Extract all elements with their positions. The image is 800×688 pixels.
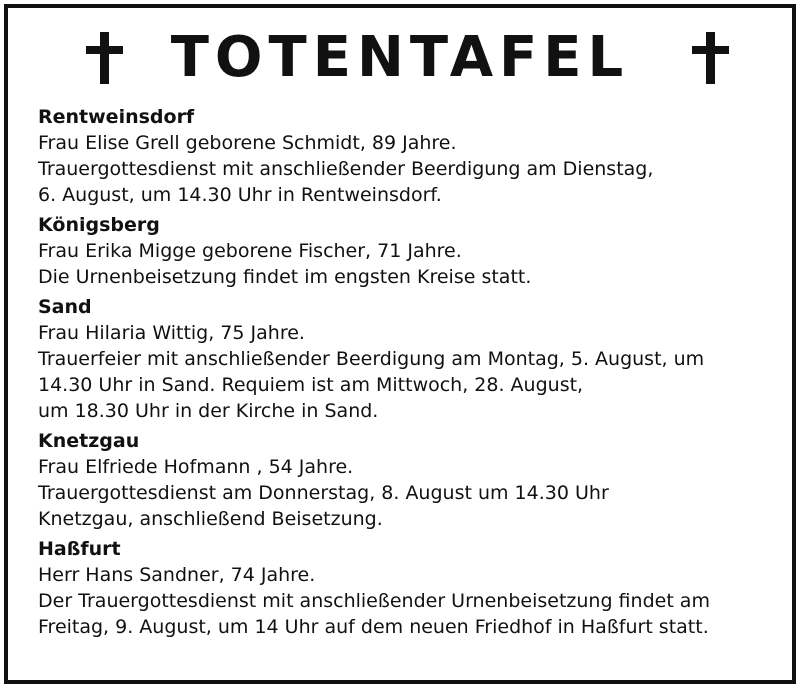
entry-line: Frau Elfriede Hofmann , 54 Jahre. [38, 456, 354, 478]
entry-rentweinsdorf [38, 104, 790, 208]
entry-line: Die Urnenbeisetzung findet im engsten Kreise statt. [38, 266, 532, 288]
entry-line: Frau Elise Grell geborene Schmidt, 89 Jahre. [38, 132, 457, 154]
entry-line: Frau Hilaria Wittig, 75 Jahre. [38, 322, 305, 344]
entry-hassfurt [38, 536, 790, 640]
header [8, 25, 792, 100]
entry-line: 14.30 Uhr in Sand. Requiem ist am Mittwoch, 28. August, [38, 374, 584, 396]
entry-line: Trauerfeier mit anschließender Beerdigung am Montag, 5. August, um [38, 348, 705, 370]
cross-icon [690, 30, 730, 86]
obituary-board [4, 4, 796, 684]
entry-koenigsberg [38, 212, 790, 290]
entry-place: Knetzgau [38, 430, 140, 452]
entry-place: Sand [38, 296, 92, 318]
entry-line: Der Trauergottesdienst mit anschließender Urnenbeisetzung findet am [38, 590, 710, 612]
entry-place: Haßfurt [38, 538, 121, 560]
entry-knetzgau [38, 428, 790, 532]
entry-line: um 18.30 Uhr in der Kirche in Sand. [38, 400, 379, 422]
entry-line: Herr Hans Sandner, 74 Jahre. [38, 564, 316, 586]
entry-line: Freitag, 9. August, um 14 Uhr auf dem neuen Friedhof in Haßfurt statt. [38, 616, 709, 638]
page-title: TOTENTAFEL [170, 25, 630, 90]
entry-place: Rentweinsdorf [38, 106, 195, 128]
entry-place: Königsberg [38, 214, 160, 236]
entry-line: Trauergottesdienst mit anschließender Beerdigung am Dienstag, [38, 158, 654, 180]
entry-line: Knetzgau, anschließend Beisetzung. [38, 508, 383, 530]
entry-line: Trauergottesdienst am Donnerstag, 8. August um 14.30 Uhr [38, 482, 609, 504]
entry-sand [38, 294, 790, 424]
entries-list [38, 104, 790, 644]
entry-line: 6. August, um 14.30 Uhr in Rentweinsdorf. [38, 184, 442, 206]
entry-line: Frau Erika Migge geborene Fischer, 71 Jahre. [38, 240, 462, 262]
